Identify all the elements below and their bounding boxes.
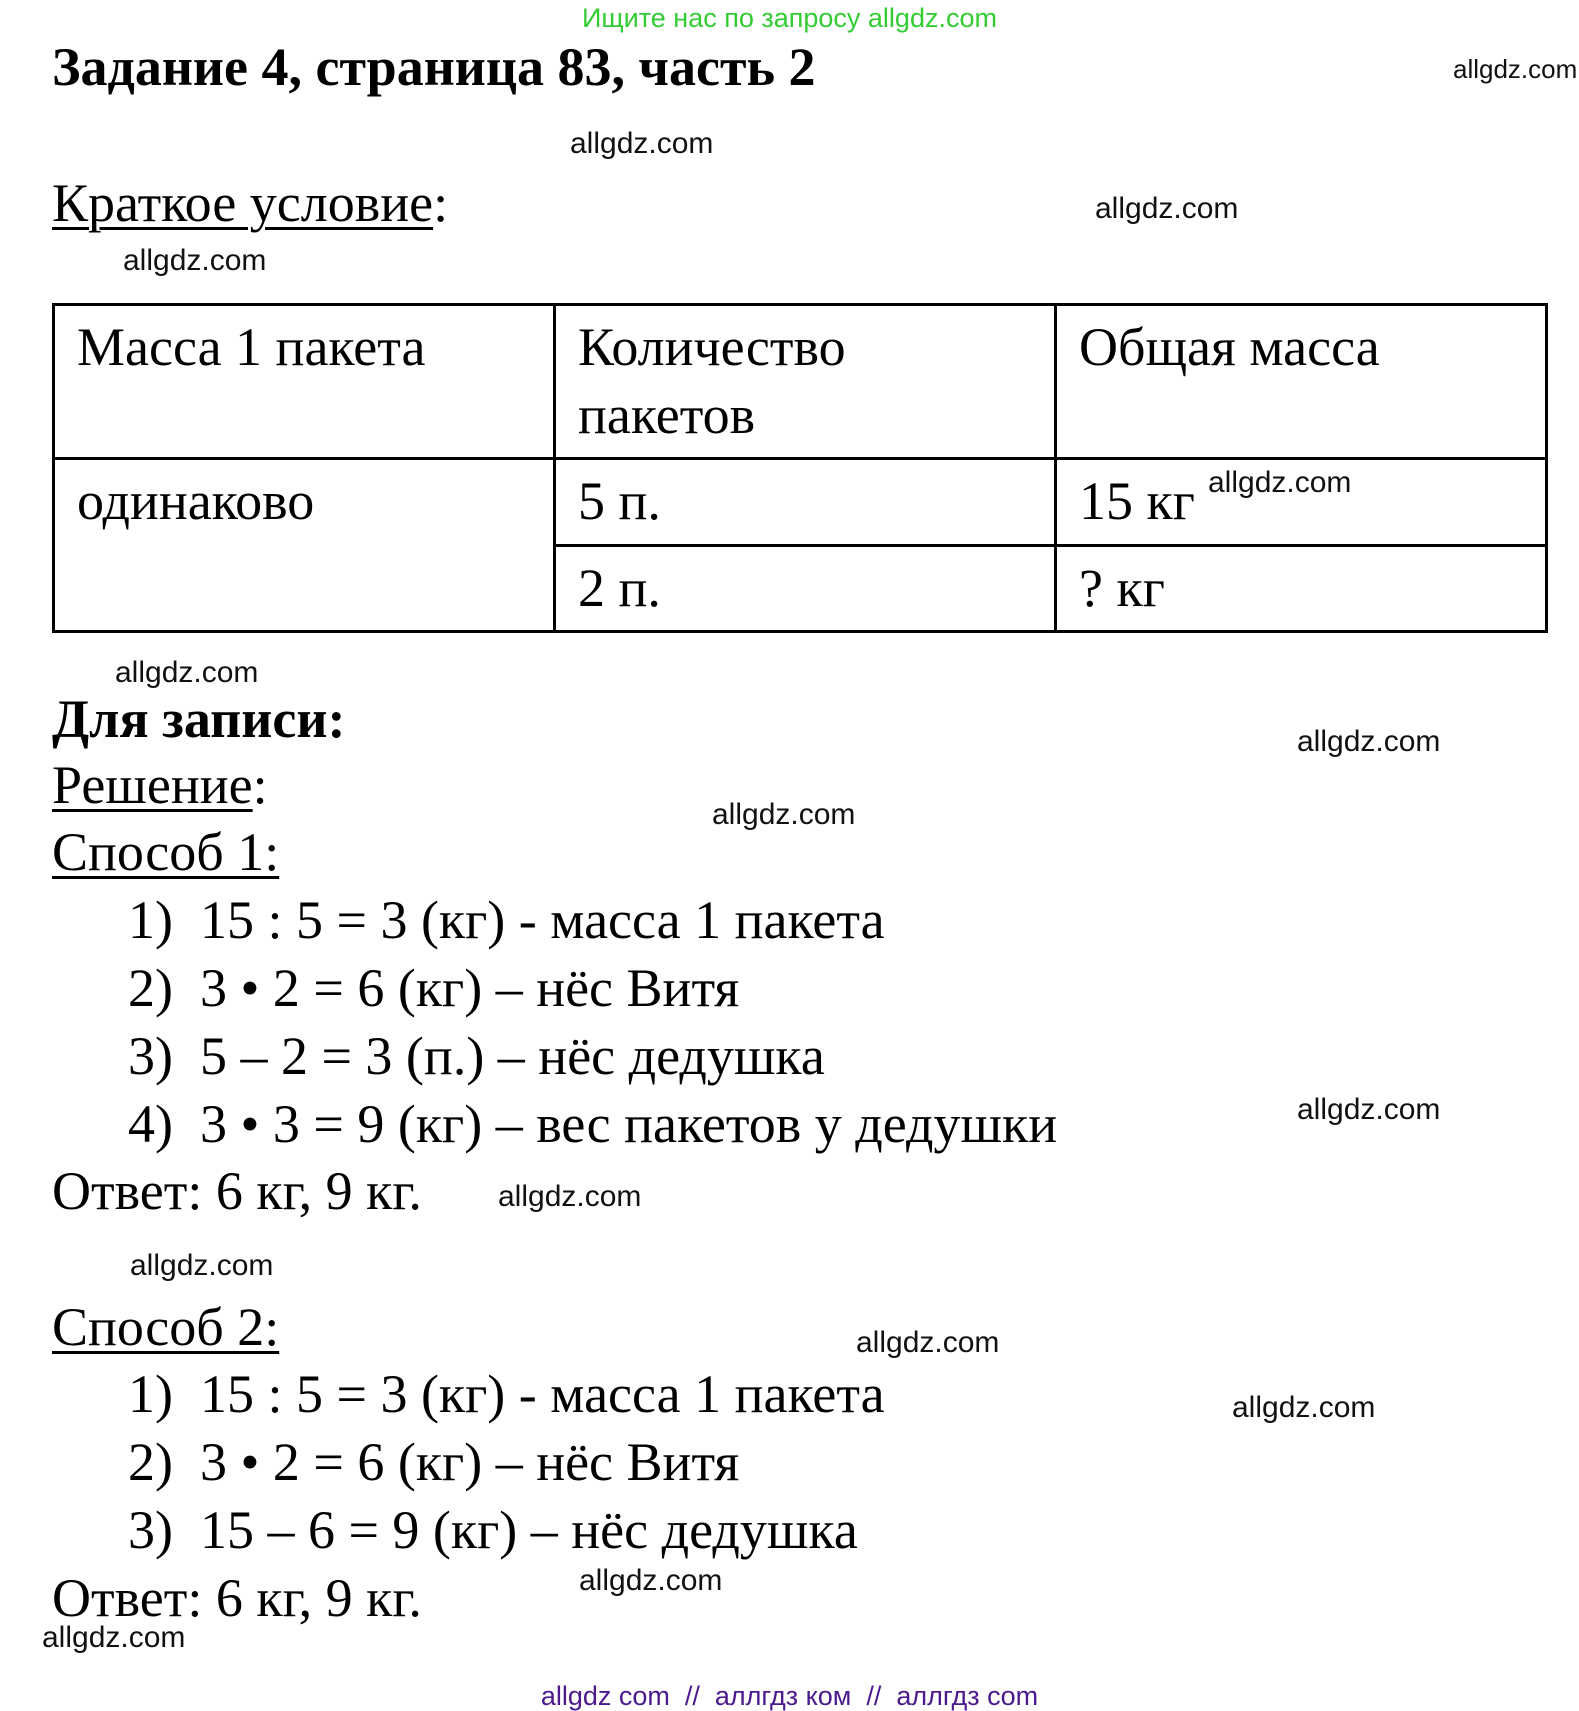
watermark: allgdz.com xyxy=(1297,1093,1441,1126)
method2-step: 2) 3 • 2 = 6 (кг) – нёс Витя xyxy=(128,1432,740,1492)
watermark: allgdz.com xyxy=(42,1621,186,1654)
header-cell: Количество пакетов xyxy=(555,305,1056,459)
method1-step: 2) 3 • 2 = 6 (кг) – нёс Витя xyxy=(128,958,740,1018)
record-heading: Для записи: xyxy=(52,689,346,749)
watermark: allgdz.com xyxy=(1208,466,1352,499)
method2-answer: Ответ: 6 кг, 9 кг. xyxy=(52,1568,422,1628)
watermark: allgdz.com xyxy=(1095,192,1239,225)
watermark: allgdz.com xyxy=(115,656,259,689)
watermark: allgdz.com xyxy=(1232,1391,1376,1424)
method2-step: 3) 15 – 6 = 9 (кг) – нёс дедушка xyxy=(128,1500,858,1560)
table-cell: 15 кг xyxy=(1056,459,1547,546)
watermark: allgdz.com xyxy=(130,1249,274,1282)
solution-heading xyxy=(52,755,268,815)
table-cell: ? кг xyxy=(1056,545,1547,632)
short-condition-heading xyxy=(52,173,449,233)
watermark: allgdz.com xyxy=(712,798,856,831)
colon: : xyxy=(433,173,449,233)
watermark: allgdz.com xyxy=(498,1180,642,1213)
watermark: allgdz.com xyxy=(579,1564,723,1597)
watermark: allgdz.com xyxy=(570,127,714,160)
method1-step: 4) 3 • 3 = 9 (кг) – вес пакетов у дедушки xyxy=(128,1094,1058,1154)
table-cell: одинаково xyxy=(54,459,555,632)
footer-links: allgdz com // аллгдз ком // аллгдз com xyxy=(540,1681,1039,1711)
header-cell: Общая масса xyxy=(1056,305,1547,459)
watermark: allgdz.com xyxy=(1453,54,1578,84)
colon: : xyxy=(252,755,268,815)
header-cell: Масса 1 пакета xyxy=(54,305,555,459)
method2-heading: Способ 2: xyxy=(52,1297,280,1357)
method2-step: 1) 15 : 5 = 3 (кг) - масса 1 пакета xyxy=(128,1364,885,1424)
solution-label: Решение xyxy=(52,755,253,815)
page-title: Задание 4, страница 83, часть 2 xyxy=(52,37,816,97)
method1-answer: Ответ: 6 кг, 9 кг. xyxy=(52,1161,422,1221)
table-cell: 5 п. xyxy=(555,459,1056,546)
method1-step: 3) 5 – 2 = 3 (п.) – нёс дедушка xyxy=(128,1026,825,1086)
watermark: allgdz.com xyxy=(856,1326,1000,1359)
top-banner: Ищите нас по запросу allgdz.com xyxy=(582,3,997,33)
watermark: allgdz.com xyxy=(123,244,267,277)
table-header-row xyxy=(54,305,1547,459)
method1-step: 1) 15 : 5 = 3 (кг) - масса 1 пакета xyxy=(128,890,885,950)
table-cell: 2 п. xyxy=(555,545,1056,632)
method1-heading: Способ 1: xyxy=(52,822,280,882)
watermark: allgdz.com xyxy=(1297,725,1441,758)
short-condition-label: Краткое условие xyxy=(52,173,434,233)
